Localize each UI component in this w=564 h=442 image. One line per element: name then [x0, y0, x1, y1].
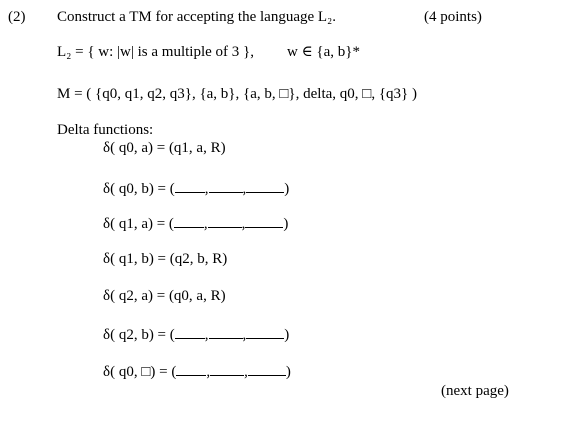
close-paren: ): [284, 181, 290, 197]
close-paren: ): [284, 327, 290, 343]
question-prompt: Construct a TM for accepting the language L₂.: [57, 9, 337, 25]
delta-lhs: δ( q0, b) = (: [103, 181, 175, 197]
delta-lhs: δ( q0, □) = (: [103, 364, 177, 380]
separator: ,: [206, 364, 211, 380]
delta-lhs: δ( q1, b) =: [103, 251, 170, 267]
delta-row-q2-b: [103, 326, 289, 343]
separator: ,: [242, 327, 247, 343]
answer-blank-symbol[interactable]: [210, 363, 244, 376]
separator: ,: [204, 181, 209, 197]
delta-functions-heading: Delta functions:: [57, 122, 154, 138]
delta-rhs: (q2, b, R): [169, 251, 228, 267]
language-alphabet-condition: w ∈ {a, b}*: [287, 44, 360, 60]
separator: ,: [241, 216, 246, 232]
separator: ,: [204, 327, 209, 343]
answer-blank-state[interactable]: [175, 180, 205, 193]
delta-lhs: δ( q2, b) = (: [103, 327, 175, 343]
delta-row-q0-b: [103, 180, 289, 197]
delta-row-q0-a: [103, 141, 226, 156]
close-paren: ): [283, 216, 289, 232]
answer-blank-state[interactable]: [175, 326, 205, 339]
machine-definition: M = ( {q0, q1, q2, q3}, {a, b}, {a, b, □}, delta, q0, □, {q3} ): [57, 86, 417, 102]
answer-blank-direction[interactable]: [246, 326, 284, 339]
answer-blank-symbol[interactable]: [209, 326, 243, 339]
answer-blank-symbol[interactable]: [208, 215, 242, 228]
next-page-note: (next page): [441, 383, 509, 399]
delta-rhs: (q0, a, R): [168, 288, 226, 304]
separator: ,: [242, 181, 247, 197]
answer-blank-state[interactable]: [174, 215, 204, 228]
close-paren: ): [285, 364, 291, 380]
delta-row-q1-a: [103, 215, 288, 232]
question-number: (2): [8, 9, 26, 25]
delta-row-q1-b: [103, 252, 227, 267]
delta-row-q0-blank: [103, 363, 291, 380]
delta-lhs: δ( q0, a) =: [103, 140, 169, 156]
separator: ,: [244, 364, 248, 380]
delta-rhs: (q1, a, R): [168, 140, 226, 156]
delta-lhs: δ( q1, a) = (: [103, 216, 174, 232]
delta-lhs: δ( q2, a) =: [103, 288, 169, 304]
answer-blank-symbol[interactable]: [209, 180, 243, 193]
language-definition: L₂ = { w: |w| is a multiple of 3 },: [57, 44, 254, 60]
answer-blank-direction[interactable]: [248, 363, 286, 376]
delta-row-q2-a: [103, 289, 226, 304]
answer-blank-direction[interactable]: [246, 180, 284, 193]
question-points: (4 points): [424, 9, 482, 25]
answer-blank-state[interactable]: [176, 363, 206, 376]
separator: ,: [203, 216, 208, 232]
answer-blank-direction[interactable]: [245, 215, 283, 228]
